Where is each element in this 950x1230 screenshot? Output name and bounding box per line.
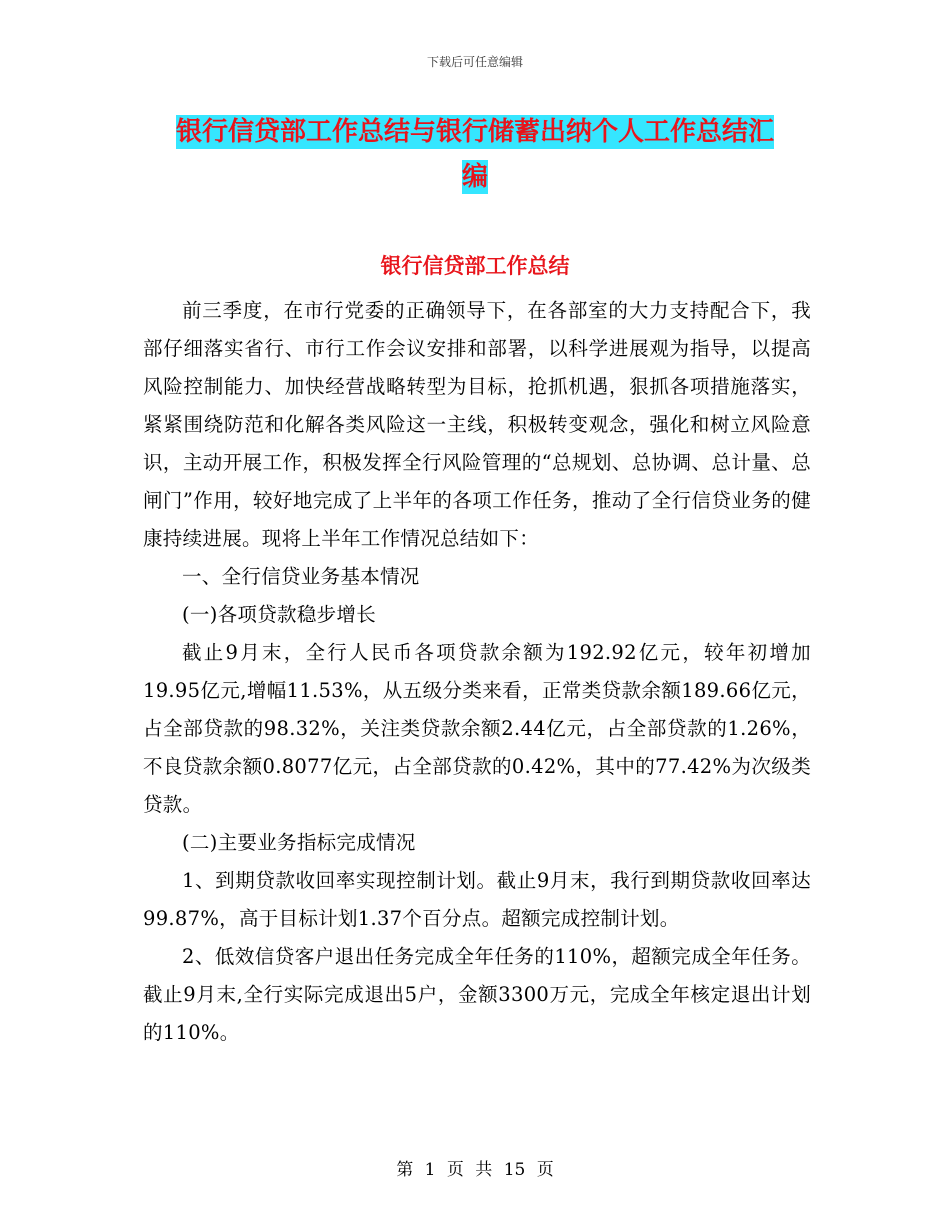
document-body	[143, 292, 811, 1052]
footer-suffix: 页	[536, 1160, 554, 1180]
paragraph-loans: 截止9月末，全行人民币各项贷款余额为192.92亿元，较年初增加19.95亿元,增幅11.53%，从五级分类来看，正常类贷款余额189.66亿元，占全部贷款的98.32%，关注类贷款余额2.44亿元，占全部贷款的1.26%，不良贷款余额0.8077亿元，占全部贷款的0.42%，其中的77.42%为次级类贷款。	[143, 641, 811, 816]
page-footer	[0, 1155, 950, 1180]
footer-middle: 页 共	[446, 1160, 493, 1180]
paragraph-item-1: 1、到期贷款收回率实现控制计划。截止9月末，我行到期贷款收回率达99.87%，高于目标计划1.37个百分点。超额完成控制计划。	[143, 869, 811, 930]
subheading-2: (二)主要业务指标完成情况	[182, 831, 416, 854]
footer-prefix: 第	[396, 1160, 414, 1180]
title-line-2: 编	[461, 162, 488, 192]
header-note: 下载后可任意编辑	[426, 55, 523, 69]
paragraph-intro: 前三季度，在市行党委的正确领导下，在各部室的大力支持配合下，我部仔细落实省行、市行工作会议安排和部署，以科学进展观为指导，以提高风险控制能力、加快经营战略转型为目标，抢抓机遇，狠抓各项措施落实，紧紧围绕防范和化解各类风险这一主线，积极转变观念，强化和树立风险意识，主动开展工作，积极发挥全行风险管理的“总规划、总协调、总计量、总闸门”作用，较好地完成了上半年的各项工作任务，推动了全行信贷业务的健康持续进展。现将上半年工作情况总结如下：	[143, 299, 811, 550]
heading-1: 一、全行信贷业务基本情况	[182, 565, 420, 588]
paragraph-item-2: 2、低效信贷客户退出任务完成全年任务的110%，超额完成全年任务。截止9月末,全行实际完成退出5户，金额3300万元，完成全年核定退出计划的110%。	[143, 945, 811, 1044]
footer-page-number: 1	[424, 1160, 436, 1180]
section-title: 银行信贷部工作总结	[380, 254, 570, 278]
document-title	[140, 110, 810, 200]
footer-total-pages: 15	[503, 1160, 526, 1180]
title-line-1: 银行信贷部工作总结与银行储蓄出纳个人工作总结汇	[175, 117, 774, 147]
subheading-1: (一)各项贷款稳步增长	[182, 603, 377, 626]
